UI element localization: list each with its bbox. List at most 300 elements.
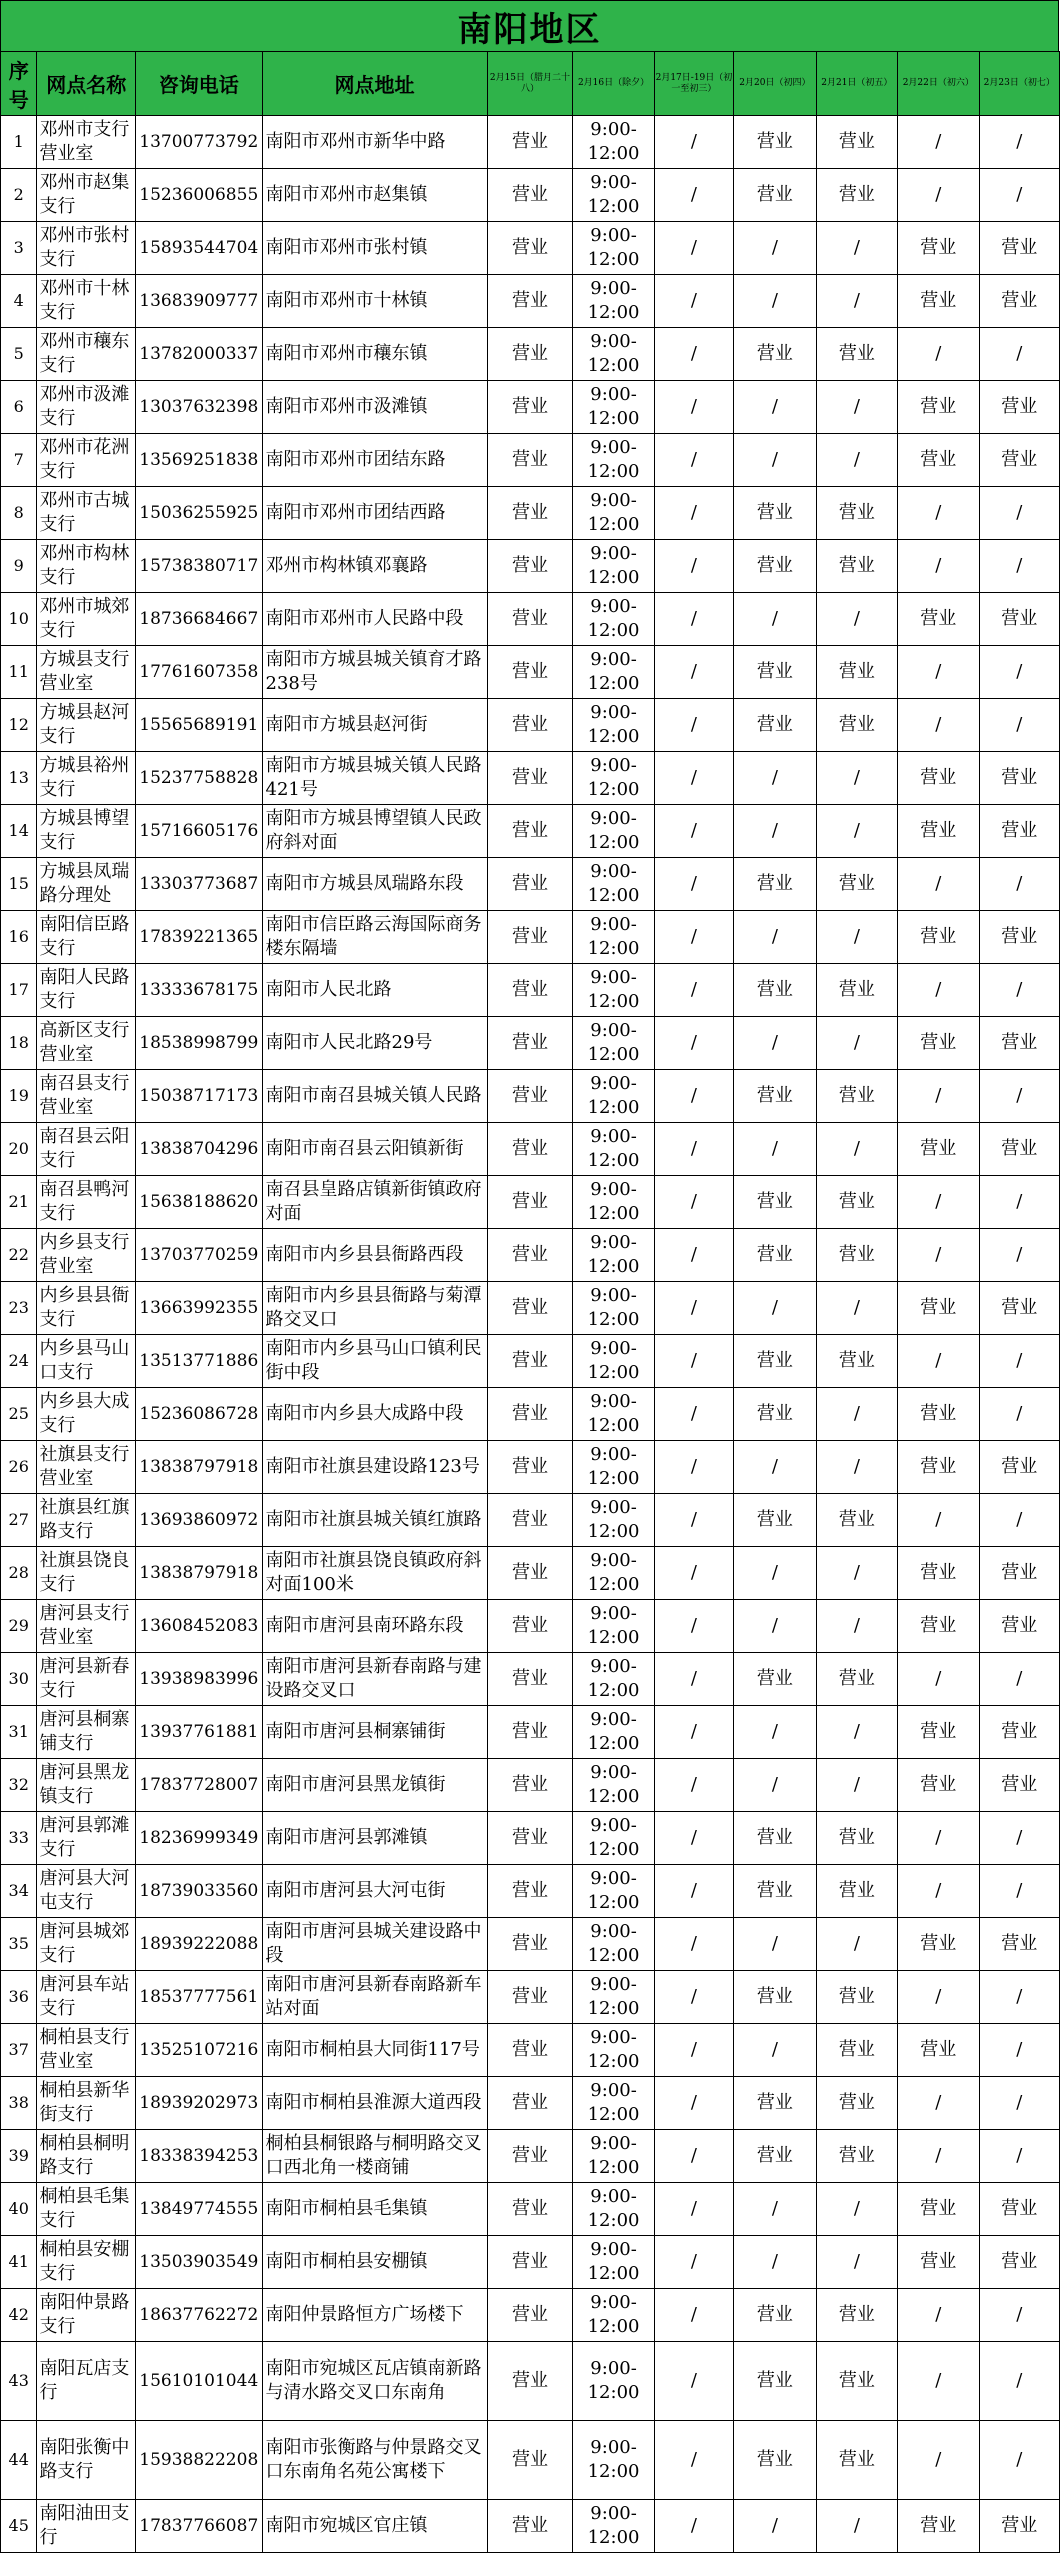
status-0223: 营业 (979, 1759, 1059, 1812)
table-row (1, 2236, 1060, 2289)
status-0222: / (898, 646, 979, 699)
hours-0216: 9:00-12:00 (573, 1812, 654, 1865)
status-0221: / (816, 1017, 897, 1070)
status-0215: 营业 (487, 1388, 573, 1441)
status-0217-19: / (654, 593, 733, 646)
table-row (1, 911, 1060, 964)
row-index: 1 (1, 116, 37, 169)
branch-address: 南阳市内乡县马山口镇利民街中段 (262, 1335, 487, 1388)
status-0223: 营业 (979, 593, 1059, 646)
status-0223: / (979, 1865, 1059, 1918)
status-0221: / (816, 222, 897, 275)
branch-phone: 13333678175 (136, 964, 262, 1017)
status-0221: / (816, 1388, 897, 1441)
branch-address: 南阳市南召县城关镇人民路 (262, 1070, 487, 1123)
branch-phone: 13683909777 (136, 275, 262, 328)
row-index: 12 (1, 699, 37, 752)
row-index: 24 (1, 1335, 37, 1388)
branch-phone: 15738380717 (136, 540, 262, 593)
row-index: 7 (1, 434, 37, 487)
branch-phone: 18537777561 (136, 1971, 262, 2024)
branch-address: 邓州市构林镇邓襄路 (262, 540, 487, 593)
hours-0216: 9:00-12:00 (573, 1335, 654, 1388)
branch-name: 邓州市支行营业室 (37, 116, 136, 169)
status-0217-19: / (654, 1812, 733, 1865)
status-0222: / (898, 1335, 979, 1388)
status-0215: 营业 (487, 752, 573, 805)
hours-0216: 9:00-12:00 (573, 2183, 654, 2236)
status-0221: / (816, 275, 897, 328)
status-0220: 营业 (734, 2289, 817, 2342)
branch-phone: 15938822208 (136, 2421, 262, 2500)
status-0217-19: / (654, 116, 733, 169)
branch-phone: 15036255925 (136, 487, 262, 540)
status-0217-19: / (654, 1918, 733, 1971)
status-0215: 营业 (487, 2342, 573, 2421)
branch-phone: 13037632398 (136, 381, 262, 434)
hours-0216: 9:00-12:00 (573, 487, 654, 540)
branch-name: 南召县支行营业室 (37, 1070, 136, 1123)
table-row (1, 858, 1060, 911)
branch-phone: 18739033560 (136, 1865, 262, 1918)
table-row (1, 1441, 1060, 1494)
status-0220: 营业 (734, 2421, 817, 2500)
status-0220: 营业 (734, 1971, 817, 2024)
status-0221: / (816, 2236, 897, 2289)
branch-phone: 15237758828 (136, 752, 262, 805)
table-row (1, 1971, 1060, 2024)
table-row (1, 1282, 1060, 1335)
branch-phone: 13503903549 (136, 2236, 262, 2289)
table-row (1, 1653, 1060, 1706)
status-0222: / (898, 540, 979, 593)
status-0217-19: / (654, 487, 733, 540)
status-0217-19: / (654, 2500, 733, 2553)
status-0220: / (734, 1441, 817, 1494)
table-row (1, 381, 1060, 434)
status-0222: / (898, 169, 979, 222)
table-row (1, 434, 1060, 487)
hours-0216: 9:00-12:00 (573, 1653, 654, 1706)
status-0215: 营业 (487, 964, 573, 1017)
status-0223: 营业 (979, 911, 1059, 964)
table-row (1, 1812, 1060, 1865)
branch-phone: 13838797918 (136, 1547, 262, 1600)
branch-name: 南阳油田支行 (37, 2500, 136, 2553)
branch-name: 桐柏县新华街支行 (37, 2077, 136, 2130)
branch-phone: 15038717173 (136, 1070, 262, 1123)
branch-phone: 15716605176 (136, 805, 262, 858)
status-0215: 营业 (487, 2077, 573, 2130)
branch-name: 桐柏县桐明路支行 (37, 2130, 136, 2183)
row-index: 14 (1, 805, 37, 858)
status-0220: 营业 (734, 2077, 817, 2130)
status-0217-19: / (654, 434, 733, 487)
status-0221: 营业 (816, 1865, 897, 1918)
branch-name: 唐河县车站支行 (37, 1971, 136, 2024)
header-index: 序号 (1, 52, 37, 116)
status-0222: 营业 (898, 275, 979, 328)
status-0221: / (816, 805, 897, 858)
hours-0216: 9:00-12:00 (573, 328, 654, 381)
branch-hours-table (0, 51, 1060, 2553)
status-0217-19: / (654, 646, 733, 699)
branch-name: 桐柏县支行营业室 (37, 2024, 136, 2077)
branch-address: 南阳市唐河县桐寨铺街 (262, 1706, 487, 1759)
status-0223: / (979, 2077, 1059, 2130)
status-0221: / (816, 1547, 897, 1600)
branch-address: 南阳市桐柏县毛集镇 (262, 2183, 487, 2236)
table-row (1, 1494, 1060, 1547)
status-0223: 营业 (979, 1547, 1059, 1600)
status-0222: 营业 (898, 1282, 979, 1335)
hours-0216: 9:00-12:00 (573, 116, 654, 169)
status-0222: / (898, 1229, 979, 1282)
status-0220: 营业 (734, 1388, 817, 1441)
branch-phone: 13703770259 (136, 1229, 262, 1282)
branch-phone: 18939222088 (136, 1918, 262, 1971)
status-0221: 营业 (816, 540, 897, 593)
branch-phone: 13693860972 (136, 1494, 262, 1547)
status-0222: 营业 (898, 1918, 979, 1971)
status-0222: / (898, 2077, 979, 2130)
header-date-0220: 2月20日（初四） (734, 52, 817, 116)
row-index: 19 (1, 1070, 37, 1123)
status-0220: / (734, 593, 817, 646)
table-row (1, 2289, 1060, 2342)
branch-address: 南阳市社旗县城关镇红旗路 (262, 1494, 487, 1547)
row-index: 10 (1, 593, 37, 646)
branch-phone: 15610101044 (136, 2342, 262, 2421)
hours-0216: 9:00-12:00 (573, 646, 654, 699)
status-0220: / (734, 2183, 817, 2236)
hours-0216: 9:00-12:00 (573, 1971, 654, 2024)
status-0223: / (979, 1229, 1059, 1282)
status-0220: 营业 (734, 328, 817, 381)
hours-0216: 9:00-12:00 (573, 2500, 654, 2553)
status-0221: 营业 (816, 1812, 897, 1865)
status-0217-19: / (654, 1176, 733, 1229)
status-0221: 营业 (816, 1229, 897, 1282)
status-0220: 营业 (734, 1229, 817, 1282)
status-0221: 营业 (816, 328, 897, 381)
table-row (1, 1706, 1060, 1759)
status-0217-19: / (654, 1123, 733, 1176)
status-0221: 营业 (816, 2077, 897, 2130)
branch-phone: 13937761881 (136, 1706, 262, 1759)
status-0222: / (898, 2421, 979, 2500)
status-0221: 营业 (816, 116, 897, 169)
status-0223: 营业 (979, 2183, 1059, 2236)
status-0215: 营业 (487, 1335, 573, 1388)
status-0215: 营业 (487, 1918, 573, 1971)
status-0215: 营业 (487, 858, 573, 911)
status-0215: 营业 (487, 116, 573, 169)
branch-name: 唐河县桐寨铺支行 (37, 1706, 136, 1759)
branch-address: 南阳市邓州市穰东镇 (262, 328, 487, 381)
status-0215: 营业 (487, 911, 573, 964)
branch-phone: 13525107216 (136, 2024, 262, 2077)
status-0215: 营业 (487, 1282, 573, 1335)
status-0222: 营业 (898, 1759, 979, 1812)
status-0217-19: / (654, 381, 733, 434)
status-0220: 营业 (734, 1865, 817, 1918)
row-index: 6 (1, 381, 37, 434)
status-0215: 营业 (487, 1494, 573, 1547)
status-0222: 营业 (898, 381, 979, 434)
status-0215: 营业 (487, 646, 573, 699)
status-0222: / (898, 1865, 979, 1918)
branch-name: 南阳张衡中路支行 (37, 2421, 136, 2500)
table-row (1, 964, 1060, 1017)
branch-name: 高新区支行营业室 (37, 1017, 136, 1070)
status-0222: / (898, 1971, 979, 2024)
status-0222: 营业 (898, 434, 979, 487)
hours-0216: 9:00-12:00 (573, 752, 654, 805)
status-0222: / (898, 699, 979, 752)
row-index: 35 (1, 1918, 37, 1971)
status-0222: 营业 (898, 805, 979, 858)
branch-address: 南阳市唐河县南环路东段 (262, 1600, 487, 1653)
hours-0216: 9:00-12:00 (573, 2342, 654, 2421)
hours-0216: 9:00-12:00 (573, 964, 654, 1017)
status-0220: 营业 (734, 699, 817, 752)
row-index: 20 (1, 1123, 37, 1176)
status-0223: 营业 (979, 1123, 1059, 1176)
row-index: 36 (1, 1971, 37, 2024)
branch-address: 南阳市内乡县县衙路与菊潭路交叉口 (262, 1282, 487, 1335)
status-0221: 营业 (816, 2130, 897, 2183)
status-0223: / (979, 1971, 1059, 2024)
row-index: 23 (1, 1282, 37, 1335)
status-0222: 营业 (898, 2236, 979, 2289)
status-0220: / (734, 275, 817, 328)
status-0215: 营业 (487, 593, 573, 646)
table-row (1, 2183, 1060, 2236)
status-0215: 营业 (487, 2183, 573, 2236)
branch-address: 南阳市人民北路29号 (262, 1017, 487, 1070)
branch-name: 社旗县红旗路支行 (37, 1494, 136, 1547)
branch-phone: 15893544704 (136, 222, 262, 275)
status-0223: / (979, 1812, 1059, 1865)
status-0220: 营业 (734, 1653, 817, 1706)
branch-name: 邓州市十林支行 (37, 275, 136, 328)
branch-phone: 18939202973 (136, 2077, 262, 2130)
status-0220: 营业 (734, 964, 817, 1017)
branch-phone: 13838797918 (136, 1441, 262, 1494)
row-index: 18 (1, 1017, 37, 1070)
branch-name: 邓州市赵集支行 (37, 169, 136, 222)
status-0217-19: / (654, 2236, 733, 2289)
branch-phone: 17839221365 (136, 911, 262, 964)
status-0217-19: / (654, 1547, 733, 1600)
hours-0216: 9:00-12:00 (573, 222, 654, 275)
row-index: 44 (1, 2421, 37, 2500)
status-0222: 营业 (898, 1123, 979, 1176)
status-0223: / (979, 646, 1059, 699)
branch-address: 南阳仲景路恒方广场楼下 (262, 2289, 487, 2342)
status-0221: 营业 (816, 169, 897, 222)
status-0217-19: / (654, 2130, 733, 2183)
hours-0216: 9:00-12:00 (573, 381, 654, 434)
hours-0216: 9:00-12:00 (573, 805, 654, 858)
status-0215: 营业 (487, 1123, 573, 1176)
status-0223: / (979, 1494, 1059, 1547)
status-0217-19: / (654, 2077, 733, 2130)
status-0220: / (734, 2236, 817, 2289)
header-date-0216: 2月16日（除夕） (573, 52, 654, 116)
status-0222: / (898, 858, 979, 911)
status-0215: 营业 (487, 169, 573, 222)
branch-name: 邓州市张村支行 (37, 222, 136, 275)
branch-phone: 18538998799 (136, 1017, 262, 1070)
branch-name: 方城县裕州支行 (37, 752, 136, 805)
branch-address: 南阳市社旗县饶良镇政府斜对面100米 (262, 1547, 487, 1600)
status-0220: / (734, 1759, 817, 1812)
status-0223: 营业 (979, 1017, 1059, 1070)
status-0215: 营业 (487, 1441, 573, 1494)
branch-name: 南阳仲景路支行 (37, 2289, 136, 2342)
branch-address: 南阳市南召县云阳镇新街 (262, 1123, 487, 1176)
row-index: 8 (1, 487, 37, 540)
branch-phone: 17761607358 (136, 646, 262, 699)
branch-name: 唐河县黑龙镇支行 (37, 1759, 136, 1812)
status-0223: 营业 (979, 434, 1059, 487)
status-0217-19: / (654, 1865, 733, 1918)
status-0223: 营业 (979, 752, 1059, 805)
branch-phone: 15236086728 (136, 1388, 262, 1441)
status-0220: / (734, 1123, 817, 1176)
branch-phone: 13700773792 (136, 116, 262, 169)
status-0220: / (734, 2024, 817, 2077)
hours-0216: 9:00-12:00 (573, 1759, 654, 1812)
hours-0216: 9:00-12:00 (573, 1494, 654, 1547)
branch-name: 南召县云阳支行 (37, 1123, 136, 1176)
branch-name: 桐柏县毛集支行 (37, 2183, 136, 2236)
status-0223: / (979, 2289, 1059, 2342)
status-0223: 营业 (979, 2236, 1059, 2289)
status-0222: 营业 (898, 2024, 979, 2077)
branch-address: 南阳市宛城区官庄镇 (262, 2500, 487, 2553)
branch-name: 内乡县县衙支行 (37, 1282, 136, 1335)
status-0221: / (816, 1600, 897, 1653)
branch-name: 唐河县大河屯支行 (37, 1865, 136, 1918)
header-date-0215: 2月15日（腊月二十八） (487, 52, 573, 116)
table-row (1, 1229, 1060, 1282)
header-branch-name: 网点名称 (37, 52, 136, 116)
status-0223: / (979, 1176, 1059, 1229)
status-0217-19: / (654, 169, 733, 222)
row-index: 17 (1, 964, 37, 1017)
status-0223: / (979, 169, 1059, 222)
branch-name: 邓州市构林支行 (37, 540, 136, 593)
table-row (1, 116, 1060, 169)
row-index: 42 (1, 2289, 37, 2342)
branch-name: 方城县支行营业室 (37, 646, 136, 699)
table-row (1, 222, 1060, 275)
status-0222: / (898, 2289, 979, 2342)
table-row (1, 2130, 1060, 2183)
table-row (1, 699, 1060, 752)
branch-phone: 15565689191 (136, 699, 262, 752)
branch-phone: 15638188620 (136, 1176, 262, 1229)
branch-phone: 13938983996 (136, 1653, 262, 1706)
branch-name: 内乡县支行营业室 (37, 1229, 136, 1282)
status-0217-19: / (654, 1706, 733, 1759)
table-row (1, 1070, 1060, 1123)
status-0215: 营业 (487, 1865, 573, 1918)
status-0217-19: / (654, 858, 733, 911)
header-address: 网点地址 (262, 52, 487, 116)
row-index: 40 (1, 2183, 37, 2236)
branch-name: 邓州市古城支行 (37, 487, 136, 540)
branch-address: 南阳市桐柏县淮源大道西段 (262, 2077, 487, 2130)
table-row (1, 2077, 1060, 2130)
branch-address: 南阳市桐柏县大同街117号 (262, 2024, 487, 2077)
table-row (1, 593, 1060, 646)
status-0221: / (816, 1918, 897, 1971)
branch-phone: 15236006855 (136, 169, 262, 222)
branch-name: 方城县凤瑞路分理处 (37, 858, 136, 911)
branch-name: 南召县鸭河支行 (37, 1176, 136, 1229)
status-0215: 营业 (487, 434, 573, 487)
branch-phone: 17837728007 (136, 1759, 262, 1812)
branch-name: 邓州市汲滩支行 (37, 381, 136, 434)
branch-name: 唐河县新春支行 (37, 1653, 136, 1706)
table-row (1, 1335, 1060, 1388)
table-row (1, 1017, 1060, 1070)
status-0217-19: / (654, 805, 733, 858)
hours-0216: 9:00-12:00 (573, 1123, 654, 1176)
status-0221: 营业 (816, 1653, 897, 1706)
status-0215: 营业 (487, 381, 573, 434)
row-index: 27 (1, 1494, 37, 1547)
status-0223: / (979, 2024, 1059, 2077)
status-0220: / (734, 911, 817, 964)
branch-address: 南阳市邓州市十林镇 (262, 275, 487, 328)
status-0222: 营业 (898, 593, 979, 646)
status-0217-19: / (654, 1282, 733, 1335)
status-0215: 营业 (487, 1971, 573, 2024)
status-0223: / (979, 328, 1059, 381)
table-row (1, 1123, 1060, 1176)
status-0222: / (898, 2130, 979, 2183)
status-0222: / (898, 1176, 979, 1229)
row-index: 29 (1, 1600, 37, 1653)
branch-address: 南阳市邓州市赵集镇 (262, 169, 487, 222)
branch-name: 南阳瓦店支行 (37, 2342, 136, 2421)
hours-0216: 9:00-12:00 (573, 1547, 654, 1600)
status-0223: / (979, 2421, 1059, 2500)
branch-phone: 13513771886 (136, 1335, 262, 1388)
status-0223: / (979, 487, 1059, 540)
branch-name: 内乡县大成支行 (37, 1388, 136, 1441)
branch-name: 内乡县马山口支行 (37, 1335, 136, 1388)
status-0222: 营业 (898, 1706, 979, 1759)
status-0220: 营业 (734, 2342, 817, 2421)
branch-address: 南阳市方城县博望镇人民政府斜对面 (262, 805, 487, 858)
branch-address: 南阳市邓州市团结东路 (262, 434, 487, 487)
hours-0216: 9:00-12:00 (573, 699, 654, 752)
status-0223: 营业 (979, 1600, 1059, 1653)
status-0222: / (898, 1653, 979, 1706)
status-0221: 营业 (816, 1971, 897, 2024)
status-0221: 营业 (816, 2342, 897, 2421)
row-index: 38 (1, 2077, 37, 2130)
status-0217-19: / (654, 2289, 733, 2342)
status-0221: 营业 (816, 964, 897, 1017)
status-0221: / (816, 2183, 897, 2236)
